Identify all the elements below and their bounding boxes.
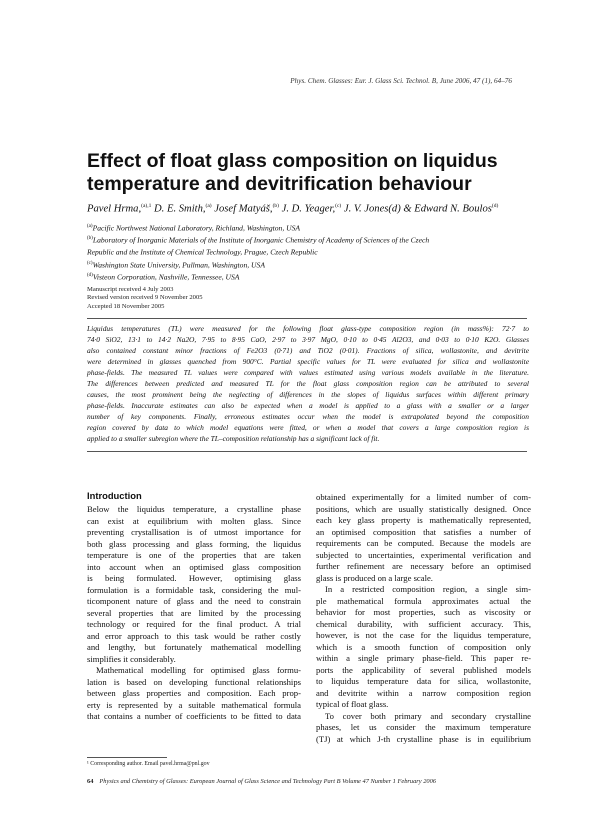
affiliation	[87, 246, 527, 258]
body-line: Below the liquidus temperature, a crystalline phase	[87, 504, 301, 514]
abstract-line: phase-fields. The measured TL values were compared with values estimated using various models available in the literature.	[87, 367, 529, 377]
body-line: To cover both primary and secondary crystalline	[325, 710, 531, 721]
body-line: ticomponent nature of glass and the need to constrain	[87, 596, 301, 606]
body-line: and devitrite within a narrow composition region	[316, 687, 531, 698]
title-line-1: Effect of float glass composition on liquidus	[87, 150, 498, 172]
body-line: positions, which are usually statistically designed. Once	[316, 503, 531, 514]
footnote: ¹ Corresponding author. Email pavel.hrma@pnl.gov	[87, 761, 210, 767]
affil-mark: (d)	[87, 272, 93, 278]
body-line: and error approach to this task would be rather costly	[87, 630, 301, 641]
title-line-2: temperature and devitrification behaviour	[87, 173, 472, 195]
affil-text: Laboratory of Inorganic Materials of the Institute of Inorganic Chemistry of Academy of Sciences of the Czech	[92, 235, 430, 245]
author-affil-mark: (d)	[491, 203, 499, 209]
abstract-top-rule	[87, 318, 527, 319]
abstract-line: Liquidus temperatures (TL) were measured for the following float glass-type composition region (in mass%): 72·7 to	[87, 324, 529, 333]
page-footer	[87, 778, 436, 785]
page-number: 64	[87, 778, 94, 785]
body-line: chemical durability, with sufficient accuracy. This,	[316, 618, 531, 629]
abstract-bottom-rule	[87, 451, 527, 452]
body-line: preventing crystallisation is of utmost importance for	[87, 527, 301, 537]
abstract-line: causes, the most prominent being the neglecting of differences in the slopes of liquidus surfaces within different primary	[87, 389, 529, 399]
body-line: both glass processing and glass forming, the liquidus	[87, 538, 301, 549]
affiliations	[87, 222, 527, 283]
body-line: an optimised composition that satisfies a number of	[316, 526, 531, 537]
body-line: obtained experimentally for a limited number of com-	[316, 492, 531, 502]
affil-mark: (b)	[87, 236, 93, 242]
body-line: subjected to uncertainties, experimental verification and	[316, 549, 531, 560]
body-line: several properties that are limited by the processing	[87, 607, 301, 618]
author-affil-mark: (c)	[335, 203, 342, 209]
journal-reference: Phys. Chem. Glasses: Eur. J. Glass Sci. Technol. B, June 2006, 47 (1), 64–76	[290, 77, 512, 85]
body-line: formulation is a formidable task, considering the mul-	[87, 584, 301, 595]
body-line: that contains a number of coefficients to be fitted to data	[87, 711, 301, 721]
abstract-line: 74·0 SiO2, 13·1 to 14·2 Na2O, 7·95 to 8·95 CaO, 2·97 to 3·97 MgO, 0·10 to 0·45 Al2O3, and 0·03 to 0·10 K2O. Glasses	[87, 334, 529, 344]
body-line: phases, let us consider the maximum temperature	[316, 722, 531, 732]
footer-journal: Physics and Chemistry of Glasses: European Journal of Glass Science and Technology Part B Volume 47 Number 1 February 2006	[99, 778, 436, 785]
affil-text: Visteon Corporation, Nashville, Tennessee, USA	[92, 272, 240, 282]
abstract-line: phase-fields. Inaccurate estimates can also be expected when a model is applied to a glass with a smaller or a larger	[87, 400, 529, 410]
body-line: into account when an optimised glass composition	[87, 561, 301, 572]
abstract-line: applied to a smaller subregion where the TL–composition relationship has a significant lack of fit.	[87, 433, 380, 443]
footnote-rule	[87, 757, 167, 758]
author: D. E. Smith,	[154, 203, 206, 215]
body-line: ports the applicability of several published models	[316, 664, 531, 675]
body-line: and lengthy, but fortunately mathematical modelling	[87, 642, 301, 652]
abstract-line: The differences between predicted and measured TL for the float glass composition region can be attributed to several	[87, 378, 529, 388]
affil-text: Republic and the Institute of Chemical Technology, Prague, Czech Republic	[87, 248, 318, 257]
date-revised: Revised version received 9 November 2005	[87, 294, 203, 302]
body-line: further refinement are necessary before an optimised	[316, 561, 531, 571]
affil-text: Washington State University, Pullman, Washington, USA	[92, 260, 265, 270]
affiliation	[87, 234, 527, 246]
body-line: however, is not the case for the liquidus temperature,	[316, 630, 531, 640]
date-received: Manuscript received 4 July 2003	[87, 286, 174, 293]
body-line: ple mathematical formula approximates actual the	[316, 595, 531, 606]
body-line: lation is based on developing functional relationships	[87, 676, 301, 687]
author-affil-mark: (b)	[272, 203, 279, 209]
introduction-right-column	[316, 492, 531, 745]
affil-text: Pacific Northwest National Laboratory, Richland, Washington, USA	[92, 223, 301, 233]
affiliation	[87, 271, 527, 283]
body-line: is being formulated. However, optimising glass	[87, 573, 301, 583]
section-heading: Introduction	[87, 490, 142, 501]
body-line: In a restricted composition region, a single sim-	[325, 584, 531, 594]
body-line: technology or required for the final product. A trial	[87, 619, 301, 629]
affiliation	[87, 259, 527, 271]
introduction-left-column	[87, 490, 301, 723]
body-line: each key glass property is mathematically represented,	[316, 515, 531, 525]
body-line: requirements can be computed. Because the models are	[316, 538, 531, 548]
affiliation	[87, 222, 527, 234]
abstract-line: also contained constant minor fractions of Fe2O3 (0·71) and TiO2 (0·01). Fractions of silica, wollastonite, and devitrite	[87, 345, 529, 355]
body-line: can exist at equilibrium with molten glass. Since	[87, 515, 301, 526]
abstract	[87, 324, 529, 444]
body-line: erty is represented by a suitable mathematical formula	[87, 699, 301, 710]
body-line: within a single primary phase-field. This paper re-	[316, 653, 531, 663]
author-list	[87, 203, 498, 215]
date-accepted: Accepted 18 November 2005	[87, 302, 165, 310]
affil-mark: (a)	[87, 224, 93, 229]
abstract-line: region covered by data to which model equations were fitted, or when a model that covers a large composition region is	[87, 422, 529, 432]
body-line: which is a smooth function of composition only	[316, 641, 531, 652]
author: J. D. Yeager,	[281, 203, 336, 215]
manuscript-dates	[87, 286, 203, 311]
article-title	[87, 150, 527, 196]
author: Josef Matyáš,	[214, 203, 273, 215]
body-line: to liquidus temperature data for silica, wollastonite,	[316, 676, 531, 686]
affil-mark: (c)	[87, 260, 93, 266]
body-line: (TJ) at which J-th crystalline phase is in equilibrium	[316, 733, 531, 744]
body-line: simplifies it considerably.	[87, 653, 176, 664]
abstract-line: number of key components. Finally, erroneous estimates occur when the model is extrapolated beyond the composition	[87, 411, 529, 421]
body-line: glass is produced on a large scale.	[316, 572, 433, 583]
author-affil-mark: (a)	[205, 203, 212, 209]
abstract-line: were determined in glasses quenched from 900°C. Partial specific values for TL were evaluated for silica and wollastonite	[87, 356, 529, 366]
body-line: between glass properties and composition. Each prop-	[87, 688, 301, 698]
author: Pavel Hrma,	[87, 203, 142, 215]
body-line: Mathematical modelling for optimised glass formu-	[96, 665, 301, 675]
author: J. V. Jones(d) & Edward N. Boulos	[343, 203, 492, 215]
author-affil-mark: (a),1	[141, 203, 152, 209]
body-line: typical of float glass.	[316, 699, 389, 709]
body-line: temperature is one of the properties that are taken	[87, 550, 301, 560]
body-line: behavior for most properties, such as viscosity or	[316, 607, 531, 617]
